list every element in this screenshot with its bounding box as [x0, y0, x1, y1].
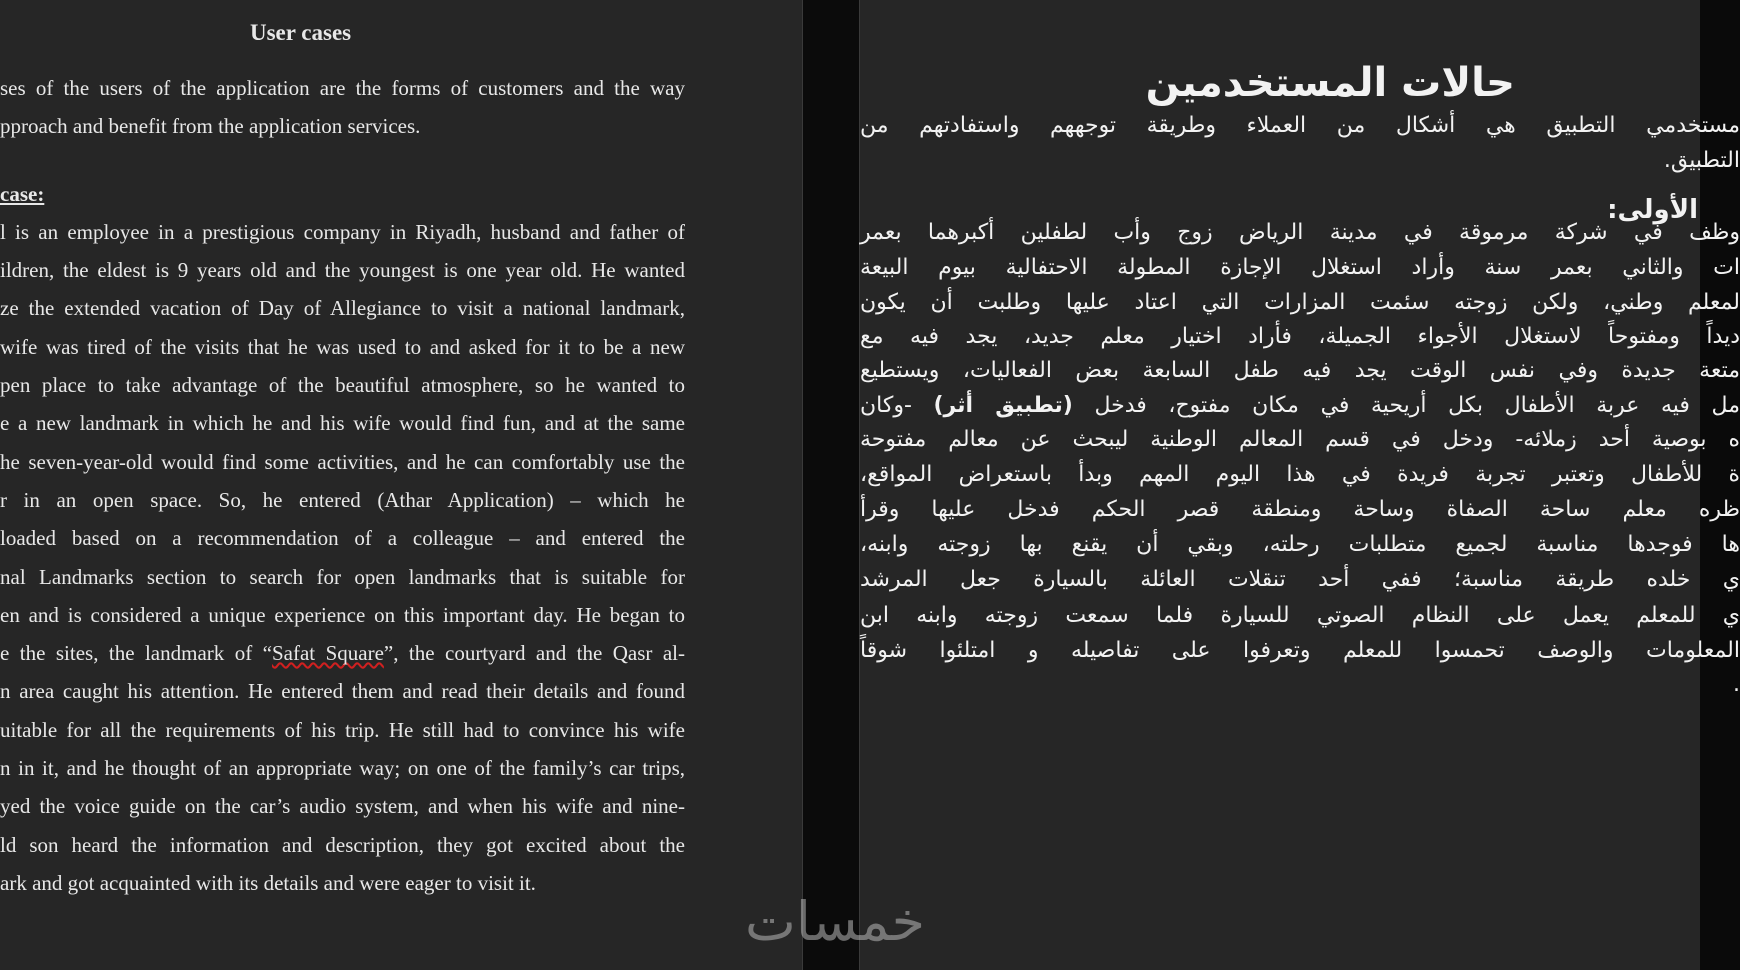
english-intro-line: ses of the users of the application are the forms of customers and the way	[0, 76, 685, 100]
arabic-page	[860, 0, 1740, 970]
arabic-intro-line: مستخدمي التطبيق هي أشكال من العملاء وطريقة توجههم واستفادتهم من	[860, 113, 1740, 138]
english-intro-line: pproach and benefit from the application services.	[0, 114, 421, 138]
arabic-body-line: المعلومات والوصف تحمسوا للمعلم وتعرفوا على تفاصيله و امتلئوا شوقاً	[860, 638, 1740, 663]
page-gutter	[802, 0, 860, 970]
arabic-body-line: .	[1733, 672, 1740, 697]
spellcheck-marked-word: Safat Square	[271, 641, 384, 665]
english-page-title: User cases	[250, 20, 352, 45]
athar-app-bold-text: (تطبيق أثر)	[933, 393, 1073, 418]
arabic-text-segment: مل فيه عربة الأطفال بكل أريحية في مكان مفتوح، فدخل	[1072, 393, 1740, 418]
english-body-line: n in it, and he thought of an appropriate way; on one of the family’s car trips,	[0, 756, 685, 780]
english-body-line: en and is considered a unique experience on this important day. He began to	[0, 603, 685, 627]
arabic-body-line: ي للمعلم يعمل على النظام الصوتي للسيارة فلما سمعت زوجته وابنه ابن	[860, 603, 1740, 628]
english-body-line: pen place to take advantage of the beautiful atmosphere, so he wanted to	[0, 373, 685, 397]
english-body-line: uitable for all the requirements of his trip. He still had to convince his wife	[0, 718, 685, 742]
english-body-line: nal Landmarks section to search for open landmarks that is suitable for	[0, 565, 685, 589]
english-body-line-safat	[0, 641, 685, 666]
arabic-body-line: وظف في شركة مرموقة في مدينة الرياض زوج وأب لطفلين أكبرهما بعمر	[860, 220, 1740, 245]
english-body-line: n area caught his attention. He entered them and read their details and found	[0, 679, 685, 703]
page-divider	[802, 0, 803, 970]
english-text-segment: e the sites, the landmark of “	[0, 641, 272, 665]
english-body-line: ark and got acquainted with its details and were eager to visit it.	[0, 871, 536, 895]
english-body-line: ildren, the eldest is 9 years old and the youngest is one year old. He wanted	[0, 258, 685, 282]
english-page	[0, 0, 802, 970]
english-section-heading: case:	[0, 182, 45, 206]
arabic-body-line: متعة جديدة وفي نفس الوقت يجد فيه طفل السابعة بعض الفعاليات، ويستطيع	[860, 358, 1740, 383]
english-body-line: he seven-year-old would find some activities, and he can comfortably use the	[0, 450, 685, 474]
english-body-line: ld son heard the information and description, they got excited about the	[0, 833, 685, 857]
arabic-body-line: ة للأطفال وتعتبر تجربة فريدة في هذا اليوم المهم وبدأ باستعراض المواقع،	[860, 462, 1740, 487]
arabic-section-heading: الأولى:	[1607, 195, 1698, 225]
arabic-body-line: ي خلده طريقة مناسبة؛ ففي أحد تنقلات العائلة بالسيارة جعل المرشد	[860, 567, 1740, 592]
english-body-line: e a new landmark in which he and his wife would find fun, and at the same	[0, 411, 685, 435]
arabic-body-line: لمعلم وطني، ولكن زوجته سئمت المزارات التي اعتاد عليها وطلبت أن يكون	[860, 290, 1740, 315]
arabic-text-segment: -وكان	[860, 393, 934, 418]
english-body-line: l is an employee in a prestigious company in Riyadh, husband and father of	[0, 220, 685, 244]
english-body-line: wife was tired of the visits that he was used to and asked for it to be a new	[0, 335, 685, 359]
arabic-body-line: ديداً ومفتوحاً لاستغلال الأجواء الجميلة، فأراد اختيار معلم جديد، يجد فيه مع	[860, 324, 1740, 349]
arabic-intro-line: التطبيق.	[1663, 148, 1740, 173]
arabic-body-line-athar	[860, 393, 1740, 418]
arabic-page-title: حالات المستخدمين	[1145, 60, 1515, 106]
english-body-line: loaded based on a recommendation of a colleague – and entered the	[0, 526, 685, 550]
english-text-segment: ”, the courtyard and the Qasr al-	[383, 641, 685, 665]
arabic-body-line: ها فوجدها مناسبة لجميع متطلبات رحلته، وبقي أن يقنع بها زوجته وابنه،	[860, 532, 1740, 557]
english-body-line: ze the extended vacation of Day of Allegiance to visit a national landmark,	[0, 296, 685, 320]
english-body-line: yed the voice guide on the car’s audio system, and when his wife and nine-	[0, 794, 685, 818]
arabic-body-line: ات والثاني بعمر سنة وأراد استغلال الإجازة المطولة الاحتفالية بيوم البيعة	[860, 255, 1740, 280]
arabic-body-line: ظره معلم ساحة الصفاة وساحة ومنطقة قصر الحكم فدخل عليها وقرأ	[860, 497, 1740, 522]
arabic-body-line: ه بوصية أحد زملائه- ودخل في قسم المعالم الوطنية ليبحث عن معالم مفتوحة	[860, 427, 1740, 452]
english-body-line: r in an open space. So, he entered (Athar Application) – which he	[0, 488, 685, 512]
khamsat-watermark-logo: خمسات	[745, 890, 926, 953]
